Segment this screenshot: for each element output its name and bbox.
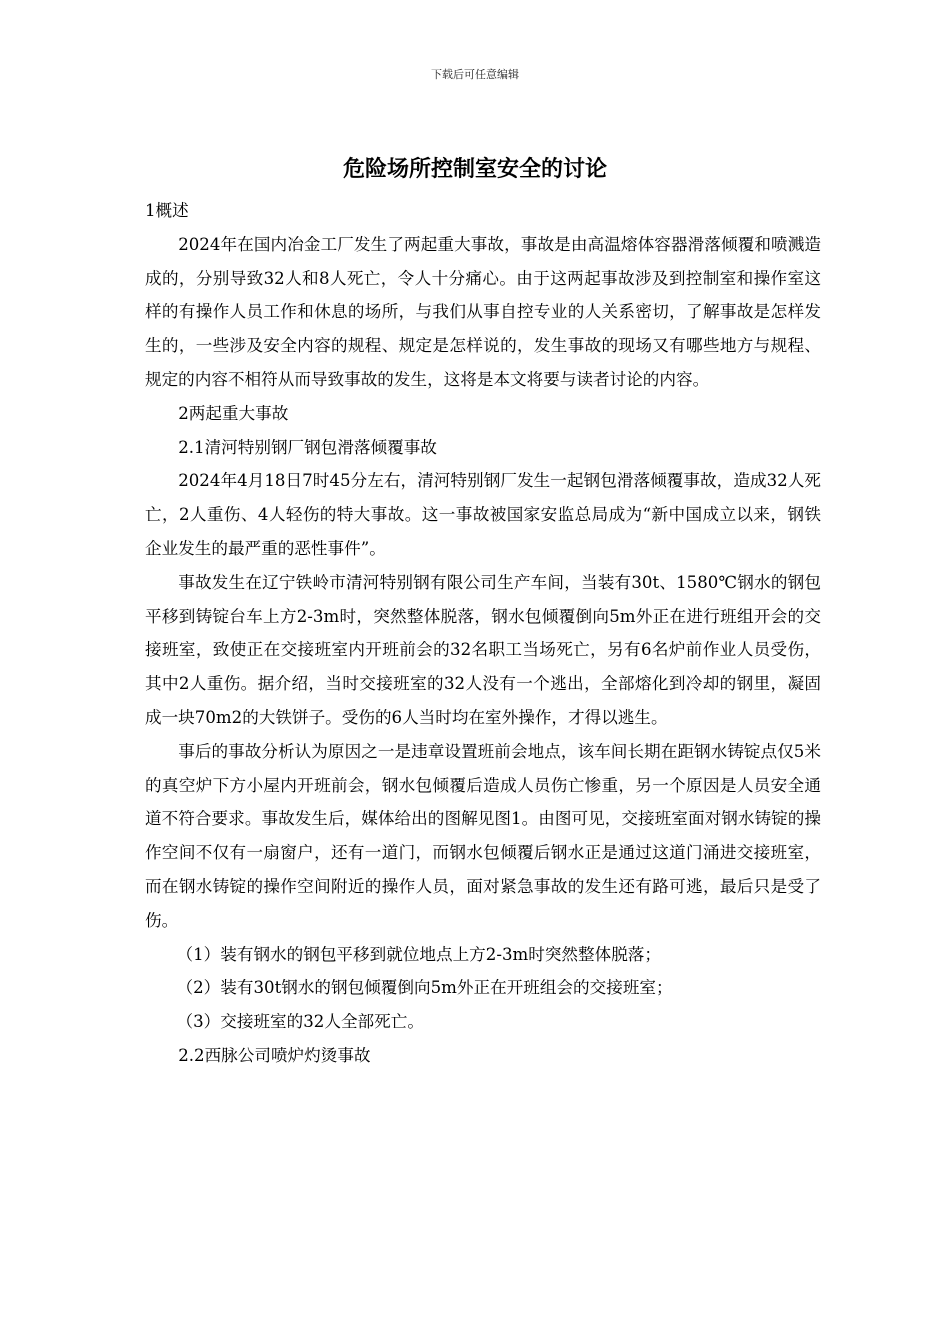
section-2-heading: 2两起重大事故 — [178, 403, 289, 423]
document-title: 危险场所控制室安全的讨论 — [342, 157, 607, 182]
section-1-heading: 1概述 — [145, 201, 189, 220]
header-note: 下载后可任意编辑 — [431, 68, 519, 81]
section-2-2-heading: 2.2西脉公司喷炉灼烫事故 — [178, 1045, 371, 1065]
section-2-1-paragraph: 2024年4月18日7时45分左右，清河特别钢厂发生一起钢包滑落倾覆事故，造成32人死亡，2人重伤、4人轻伤的特大事故。这一事故被国家安监总局成为“新中国成立以来，钢铁企业发生的最严重的恶性事件”。 — [145, 471, 821, 558]
section-1-paragraph: 2024年在国内冶金工厂发生了两起重大事故，事故是由高温熔体容器滑落倾覆和喷溅造成的，分别导致32人和8人死亡，令人十分痛心。由于这两起事故涉及到控制室和操作室这样的有操作人员工作和休息的场所，与我们从事自控专业的人关系密切，了解事故是怎样发生的，一些涉及安全内容的规程、规定是怎样说的，发生事故的现场又有哪些地方与规程、规定的内容不相符从而导致事故的发生，这将是本文将要与读者讨论的内容。 — [145, 234, 821, 389]
list-item: （2）装有30t钢水的钢包倾覆倒向5m外正在开班组会的交接班室； — [176, 978, 673, 998]
list-item: （3）交接班室的32人全部死亡。 — [176, 1012, 424, 1032]
section-2-1-heading: 2.1清河特别钢厂钢包滑落倾覆事故 — [178, 437, 437, 457]
section-2-1-paragraph: 事故发生在辽宁铁岭市清河特别钢有限公司生产车间，当装有30t、1580℃钢水的钢包平移到铸锭台车上方2-3m时，突然整体脱落，钢水包倾覆倒向5m外正在进行班组开会的交接班室，致使正在交接班室内开班前会的32名职工当场死亡，另有6名炉前作业人员受伤，其中2人重伤。据介绍，当时交接班室的32人没有一个逃出，全部熔化到冷却的钢里，凝固成一块70m2的大铁饼子。受伤的6人当时均在室外操作，才得以逃生。 — [145, 572, 821, 727]
list-item: （1）装有钢水的钢包平移到就位地点上方2-3m时突然整体脱落； — [176, 944, 661, 964]
section-2-1-paragraph: 事后的事故分析认为原因之一是违章设置班前会地点，该车间长期在距钢水铸锭点仅5米的真空炉下方小屋内开班前会，钢水包倾覆后造成人员伤亡惨重，另一个原因是人员安全通道不符合要求。事故发生后，媒体给出的图解见图1。由图可见，交接班室面对钢水铸锭的操作空间不仅有一扇窗户，还有一道门，而钢水包倾覆后钢水正是通过这道门涌进交接班室，而在钢水铸锭的操作空间附近的操作人员，面对紧急事故的发生还有路可逃，最后只是受了伤。 — [145, 741, 821, 930]
document-body — [145, 194, 821, 1073]
